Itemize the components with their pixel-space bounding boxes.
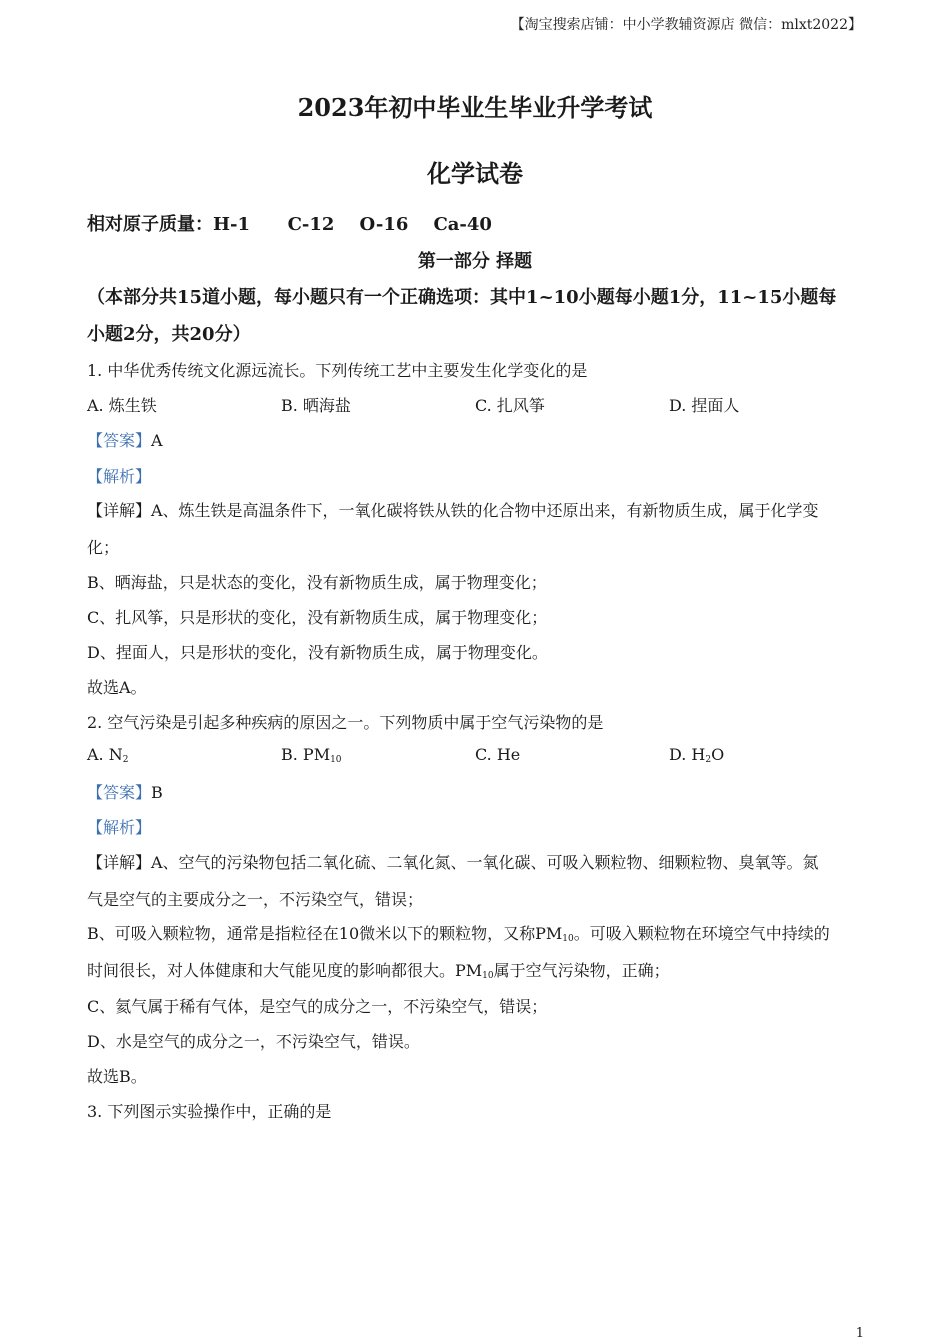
answer-tag: 【答案】 [87,783,152,802]
atomic-mass: 相对原子质量：H-1 C-12 O-16 Ca-40 [87,214,492,235]
question-1-option-c: C. 扎风筝 [475,396,545,415]
part-description-line-2: 小题2分，共20分） [87,324,251,345]
question-2-option-c: C. He [475,745,521,764]
question-2-detail-4: 时间很长，对人体健康和大气能见度的影响都很大。$PM_{10}$属于空气污染物，正确； [87,961,670,981]
question-2-detail-2: 气是空气的主要成分之一，不污染空气，错误； [87,890,424,909]
question-2-option-b: B. $PM_{10}$ [281,745,342,765]
question-1-analysis-tag: 【解析】 [87,467,152,486]
header-note: 【淘宝搜索店铺：中小学教辅资源店 微信：mlxt2022】 [510,17,862,33]
question-2-analysis-tag: 【解析】 [87,818,152,837]
question-3-stem: 3. 下列图示实验操作中，正确的是 [87,1102,332,1121]
question-1-stem: 1. 中华优秀传统文化源远流长。下列传统工艺中主要发生化学变化的是 [87,361,588,380]
question-1-option-a: A. 炼生铁 [87,396,157,415]
question-1-detail-5: D、捏面人，只是形状的变化，没有新物质生成，属于物理变化。 [87,643,548,662]
question-1-conclusion: 故选A。 [87,678,147,697]
question-1-detail-2: 化； [87,538,120,557]
question-2-detail-3: B、可吸入颗粒物，通常是指粒径在10微米以下的颗粒物，又称$PM_{10}$。可吸入颗粒物在环境空气中持续的 [87,924,830,944]
part-title: 第一部分 择题 [417,251,533,272]
answer-tag: 【答案】 [87,431,152,450]
answer-value: B [151,783,163,802]
exam-subtitle: 化学试卷 [427,159,523,188]
page-number: 1 [855,1326,864,1341]
part-description-line-1: （本部分共15道小题，每小题只有一个正确选项：其中1~10小题每小题1分，11~15小题每 [87,287,837,308]
question-2-answer [87,780,163,803]
question-1-detail-1: 【详解】A、炼生铁是高温条件下，一氧化碳将铁从铁的化合物中还原出来，有新物质生成，属于化学变 [87,501,819,520]
question-1-option-b: B. 晒海盐 [281,396,351,415]
question-2-detail-1: 【详解】A、空气的污染物包括二氧化硫、二氧化氮、一氧化碳、可吸入颗粒物、细颗粒物、臭氧等。氮 [87,853,819,872]
question-2-detail-5: C、氦气属于稀有气体，是空气的成分之一，不污染空气，错误； [87,997,548,1016]
question-2-detail-6: D、水是空气的成分之一，不污染空气，错误。 [87,1032,420,1051]
question-2-stem: 2. 空气污染是引起多种疾病的原因之一。下列物质中属于空气污染物的是 [87,713,604,732]
question-2-conclusion: 故选B。 [87,1067,147,1086]
question-2-option-a: A. $N_2$ [87,745,129,765]
question-1-answer [87,428,163,451]
question-1-option-d: D. 捏面人 [669,396,740,415]
exam-title: 2023年初中毕业生毕业升学考试 [297,93,653,122]
question-1-detail-3: B、晒海盐，只是状态的变化，没有新物质生成，属于物理变化； [87,573,547,592]
question-1-detail-4: C、扎风筝，只是形状的变化，没有新物质生成，属于物理变化； [87,608,548,627]
answer-value: A [151,431,163,450]
question-2-option-d: D. $H_2O$ [669,745,725,765]
